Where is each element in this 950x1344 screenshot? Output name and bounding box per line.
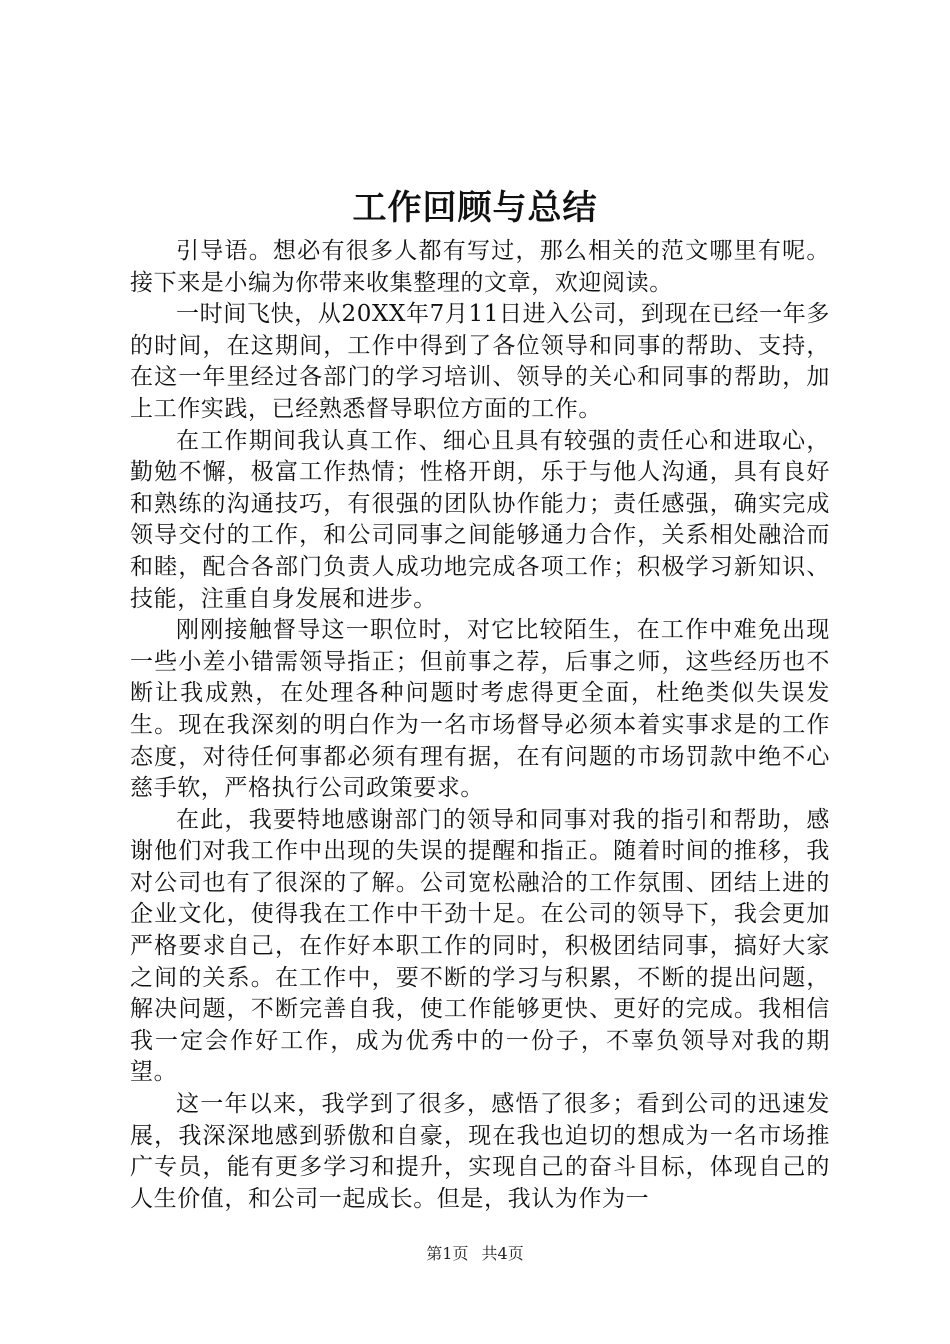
document-title: 工作回顾与总结 [352, 188, 598, 228]
paragraph: 这一年以来，我学到了很多，感悟了很多；看到公司的迅速发展，我深深地感到骄傲和自豪，现在我也迫切的想成为一名市场推广专员，能有更多学习和提升，实现自己的奋斗目标，体现自己的人生价值，和公司一起成长。但是，我认为作为一 [130, 1091, 830, 1212]
paragraph: 在此，我要特地感谢部门的领导和同事对我的指引和帮助，感谢他们对我工作中出现的失误的提醒和指正。随着时间的推移，我对公司也有了很深的了解。公司宽松融洽的工作氛围、团结上进的企业文化，使得我在工作中干劲十足。在公司的领导下，我会更加严格要求自己，在作好本职工作的同时，积极团结同事，搞好大家之间的关系。在工作中，要不断的学习与积累，不断的提出问题，解决问题，不断完善自我，使工作能够更快、更好的完成。我相信我一定会作好工作，成为优秀中的一份子，不辜负领导对我的期望。 [130, 806, 830, 1086]
paragraph: 在工作期间我认真工作、细心且具有较强的责任心和进取心，勤勉不懈，极富工作热情；性格开朗，乐于与他人沟通，具有良好和熟练的沟通技巧，有很强的团队协作能力；责任感强，确实完成领导交付的工作，和公司同事之间能够通力合作，关系相处融洽而和睦，配合各部门负责人成功地完成各项工作；积极学习新知识、技能，注重自身发展和进步。 [130, 427, 830, 612]
page-total: 共4页 [481, 1244, 524, 1263]
paragraph: 刚刚接触督导这一职位时，对它比较陌生，在工作中难免出现一些小差小错需领导指正；但前事之荐，后事之师，这些经历也不断让我成熟，在处理各种问题时考虑得更全面，杜绝类似失误发生。现在我深刻的明白作为一名市场督导必须本着实事求是的工作态度，对待任何事都必须有理有据，在有问题的市场罚款中绝不心慈手软，严格执行公司政策要求。 [130, 617, 830, 802]
page-footer [0, 1243, 950, 1265]
document-body [130, 236, 830, 1215]
paragraph: 引导语。想必有很多人都有写过，那么相关的范文哪里有呢。接下来是小编为你带来收集整理的文章，欢迎阅读。 [130, 238, 830, 296]
page-number: 第1页 [426, 1244, 469, 1263]
paragraph: 一时间飞快，从20XX年7月11日进入公司，到现在已经一年多的时间，在这期间，工作中得到了各位领导和同事的帮助、支持，在这一年里经过各部门的学习培训、领导的关心和同事的帮助，加上工作实践，已经熟悉督导职位方面的工作。 [130, 301, 830, 422]
